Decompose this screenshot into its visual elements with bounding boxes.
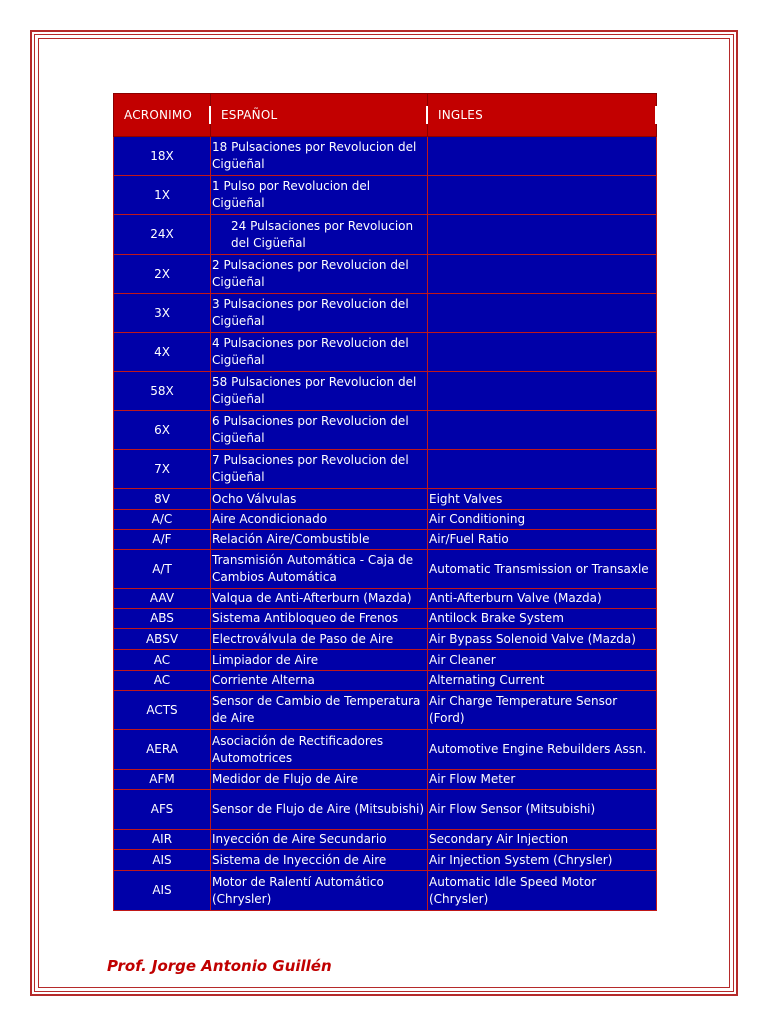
english-cell	[428, 411, 657, 450]
table-row	[114, 450, 657, 489]
table-row	[114, 671, 657, 691]
acronym-cell: AIS	[114, 871, 211, 911]
english-cell	[428, 255, 657, 294]
table-row	[114, 372, 657, 411]
spanish-cell: Aire Acondicionado	[211, 510, 428, 530]
table-row	[114, 691, 657, 730]
acronym-cell: 4X	[114, 333, 211, 372]
spanish-cell: 6 Pulsaciones por Revolucion del Cigüeñal	[211, 411, 428, 450]
author-signature: Prof. Jorge Antonio Guillén	[107, 957, 332, 975]
spanish-cell: Sistema de Inyección de Aire	[211, 850, 428, 871]
spanish-cell: 18 Pulsaciones por Revolucion del Cigüeñal	[211, 137, 428, 176]
acronym-cell: ACTS	[114, 691, 211, 730]
acronym-cell: AAV	[114, 589, 211, 609]
spanish-cell: 58 Pulsaciones por Revolucion del Cigüeñal	[211, 372, 428, 411]
acronym-cell: AFS	[114, 790, 211, 830]
table-row	[114, 215, 657, 255]
spanish-cell: Sensor de Flujo de Aire (Mitsubishi)	[211, 790, 428, 830]
table-row	[114, 629, 657, 650]
acronym-cell: A/C	[114, 510, 211, 530]
table-row	[114, 489, 657, 510]
spanish-cell: 24 Pulsaciones por Revolucion del Cigüeñal	[211, 215, 428, 255]
acronym-cell: A/F	[114, 530, 211, 550]
table-row	[114, 255, 657, 294]
spanish-cell: Inyección de Aire Secundario	[211, 830, 428, 850]
english-cell	[428, 176, 657, 215]
acronym-cell: 3X	[114, 294, 211, 333]
english-cell: Air Flow Sensor (Mitsubishi)	[428, 790, 657, 830]
acronym-cell: AC	[114, 650, 211, 671]
spanish-cell: Sistema Antibloqueo de Frenos	[211, 609, 428, 629]
table-row	[114, 770, 657, 790]
spanish-cell: Limpiador de Aire	[211, 650, 428, 671]
spanish-cell: 1 Pulso por Revolucion del Cigüeñal	[211, 176, 428, 215]
table-row	[114, 871, 657, 911]
english-cell	[428, 294, 657, 333]
english-cell: Eight Valves	[428, 489, 657, 510]
english-cell: Air Conditioning	[428, 510, 657, 530]
acronym-cell: 7X	[114, 450, 211, 489]
spanish-cell: Transmisión Automática - Caja de Cambios Automática	[211, 550, 428, 589]
table-row	[114, 550, 657, 589]
english-cell	[428, 333, 657, 372]
table-row	[114, 137, 657, 176]
spanish-cell: Asociación de Rectificadores Automotrices	[211, 730, 428, 770]
spanish-cell: 3 Pulsaciones por Revolucion del Cigüeñal	[211, 294, 428, 333]
spanish-cell: Sensor de Cambio de Temperatura de Aire	[211, 691, 428, 730]
spanish-cell: 7 Pulsaciones por Revolucion del Cigüeñal	[211, 450, 428, 489]
table-row	[114, 830, 657, 850]
spanish-cell: Ocho Válvulas	[211, 489, 428, 510]
table-row	[114, 530, 657, 550]
english-cell: Automatic Idle Speed Motor (Chrysler)	[428, 871, 657, 911]
english-cell: Secondary Air Injection	[428, 830, 657, 850]
acronym-cell: AFM	[114, 770, 211, 790]
spanish-cell: Relación Aire/Combustible	[211, 530, 428, 550]
spanish-cell: 4 Pulsaciones por Revolucion del Cigüeñal	[211, 333, 428, 372]
english-cell: Air/Fuel Ratio	[428, 530, 657, 550]
header-acronym: ACRONIMO	[114, 94, 211, 137]
spanish-cell: Corriente Alterna	[211, 671, 428, 691]
table-row	[114, 333, 657, 372]
acronym-cell: AIR	[114, 830, 211, 850]
table-row	[114, 650, 657, 671]
english-cell	[428, 450, 657, 489]
table-row	[114, 850, 657, 871]
english-cell	[428, 215, 657, 255]
table-row	[114, 294, 657, 333]
table-row	[114, 176, 657, 215]
english-cell: Air Cleaner	[428, 650, 657, 671]
table-row	[114, 510, 657, 530]
table-header-row	[114, 94, 657, 137]
spanish-cell: Valqua de Anti-Afterburn (Mazda)	[211, 589, 428, 609]
spanish-cell: 2 Pulsaciones por Revolucion del Cigüeñal	[211, 255, 428, 294]
header-english: INGLES	[428, 94, 657, 137]
table-row	[114, 730, 657, 770]
acronym-cell: 6X	[114, 411, 211, 450]
acronym-cell: AIS	[114, 850, 211, 871]
header-spanish: ESPAÑOL	[211, 94, 428, 137]
acronym-cell: 58X	[114, 372, 211, 411]
english-cell: Antilock Brake System	[428, 609, 657, 629]
spanish-cell: Electroválvula de Paso de Aire	[211, 629, 428, 650]
english-cell: Anti-Afterburn Valve (Mazda)	[428, 589, 657, 609]
acronym-cell: 1X	[114, 176, 211, 215]
spanish-cell: Medidor de Flujo de Aire	[211, 770, 428, 790]
table-row	[114, 411, 657, 450]
acronym-cell: AC	[114, 671, 211, 691]
table-row	[114, 609, 657, 629]
acronym-cell: ABSV	[114, 629, 211, 650]
acronym-cell: ABS	[114, 609, 211, 629]
english-cell	[428, 137, 657, 176]
acronym-cell: 24X	[114, 215, 211, 255]
english-cell	[428, 372, 657, 411]
acronym-table	[113, 93, 657, 911]
english-cell: Air Bypass Solenoid Valve (Mazda)	[428, 629, 657, 650]
english-cell: Automatic Transmission or Transaxle	[428, 550, 657, 589]
acronym-cell: AERA	[114, 730, 211, 770]
table-row	[114, 790, 657, 830]
acronym-cell: 2X	[114, 255, 211, 294]
table-row	[114, 589, 657, 609]
spanish-cell: Motor de Ralentí Automático (Chrysler)	[211, 871, 428, 911]
english-cell: Alternating Current	[428, 671, 657, 691]
english-cell: Air Injection System (Chrysler)	[428, 850, 657, 871]
acronym-cell: 18X	[114, 137, 211, 176]
english-cell: Automotive Engine Rebuilders Assn.	[428, 730, 657, 770]
acronym-cell: 8V	[114, 489, 211, 510]
acronym-cell: A/T	[114, 550, 211, 589]
english-cell: Air Flow Meter	[428, 770, 657, 790]
english-cell: Air Charge Temperature Sensor (Ford)	[428, 691, 657, 730]
